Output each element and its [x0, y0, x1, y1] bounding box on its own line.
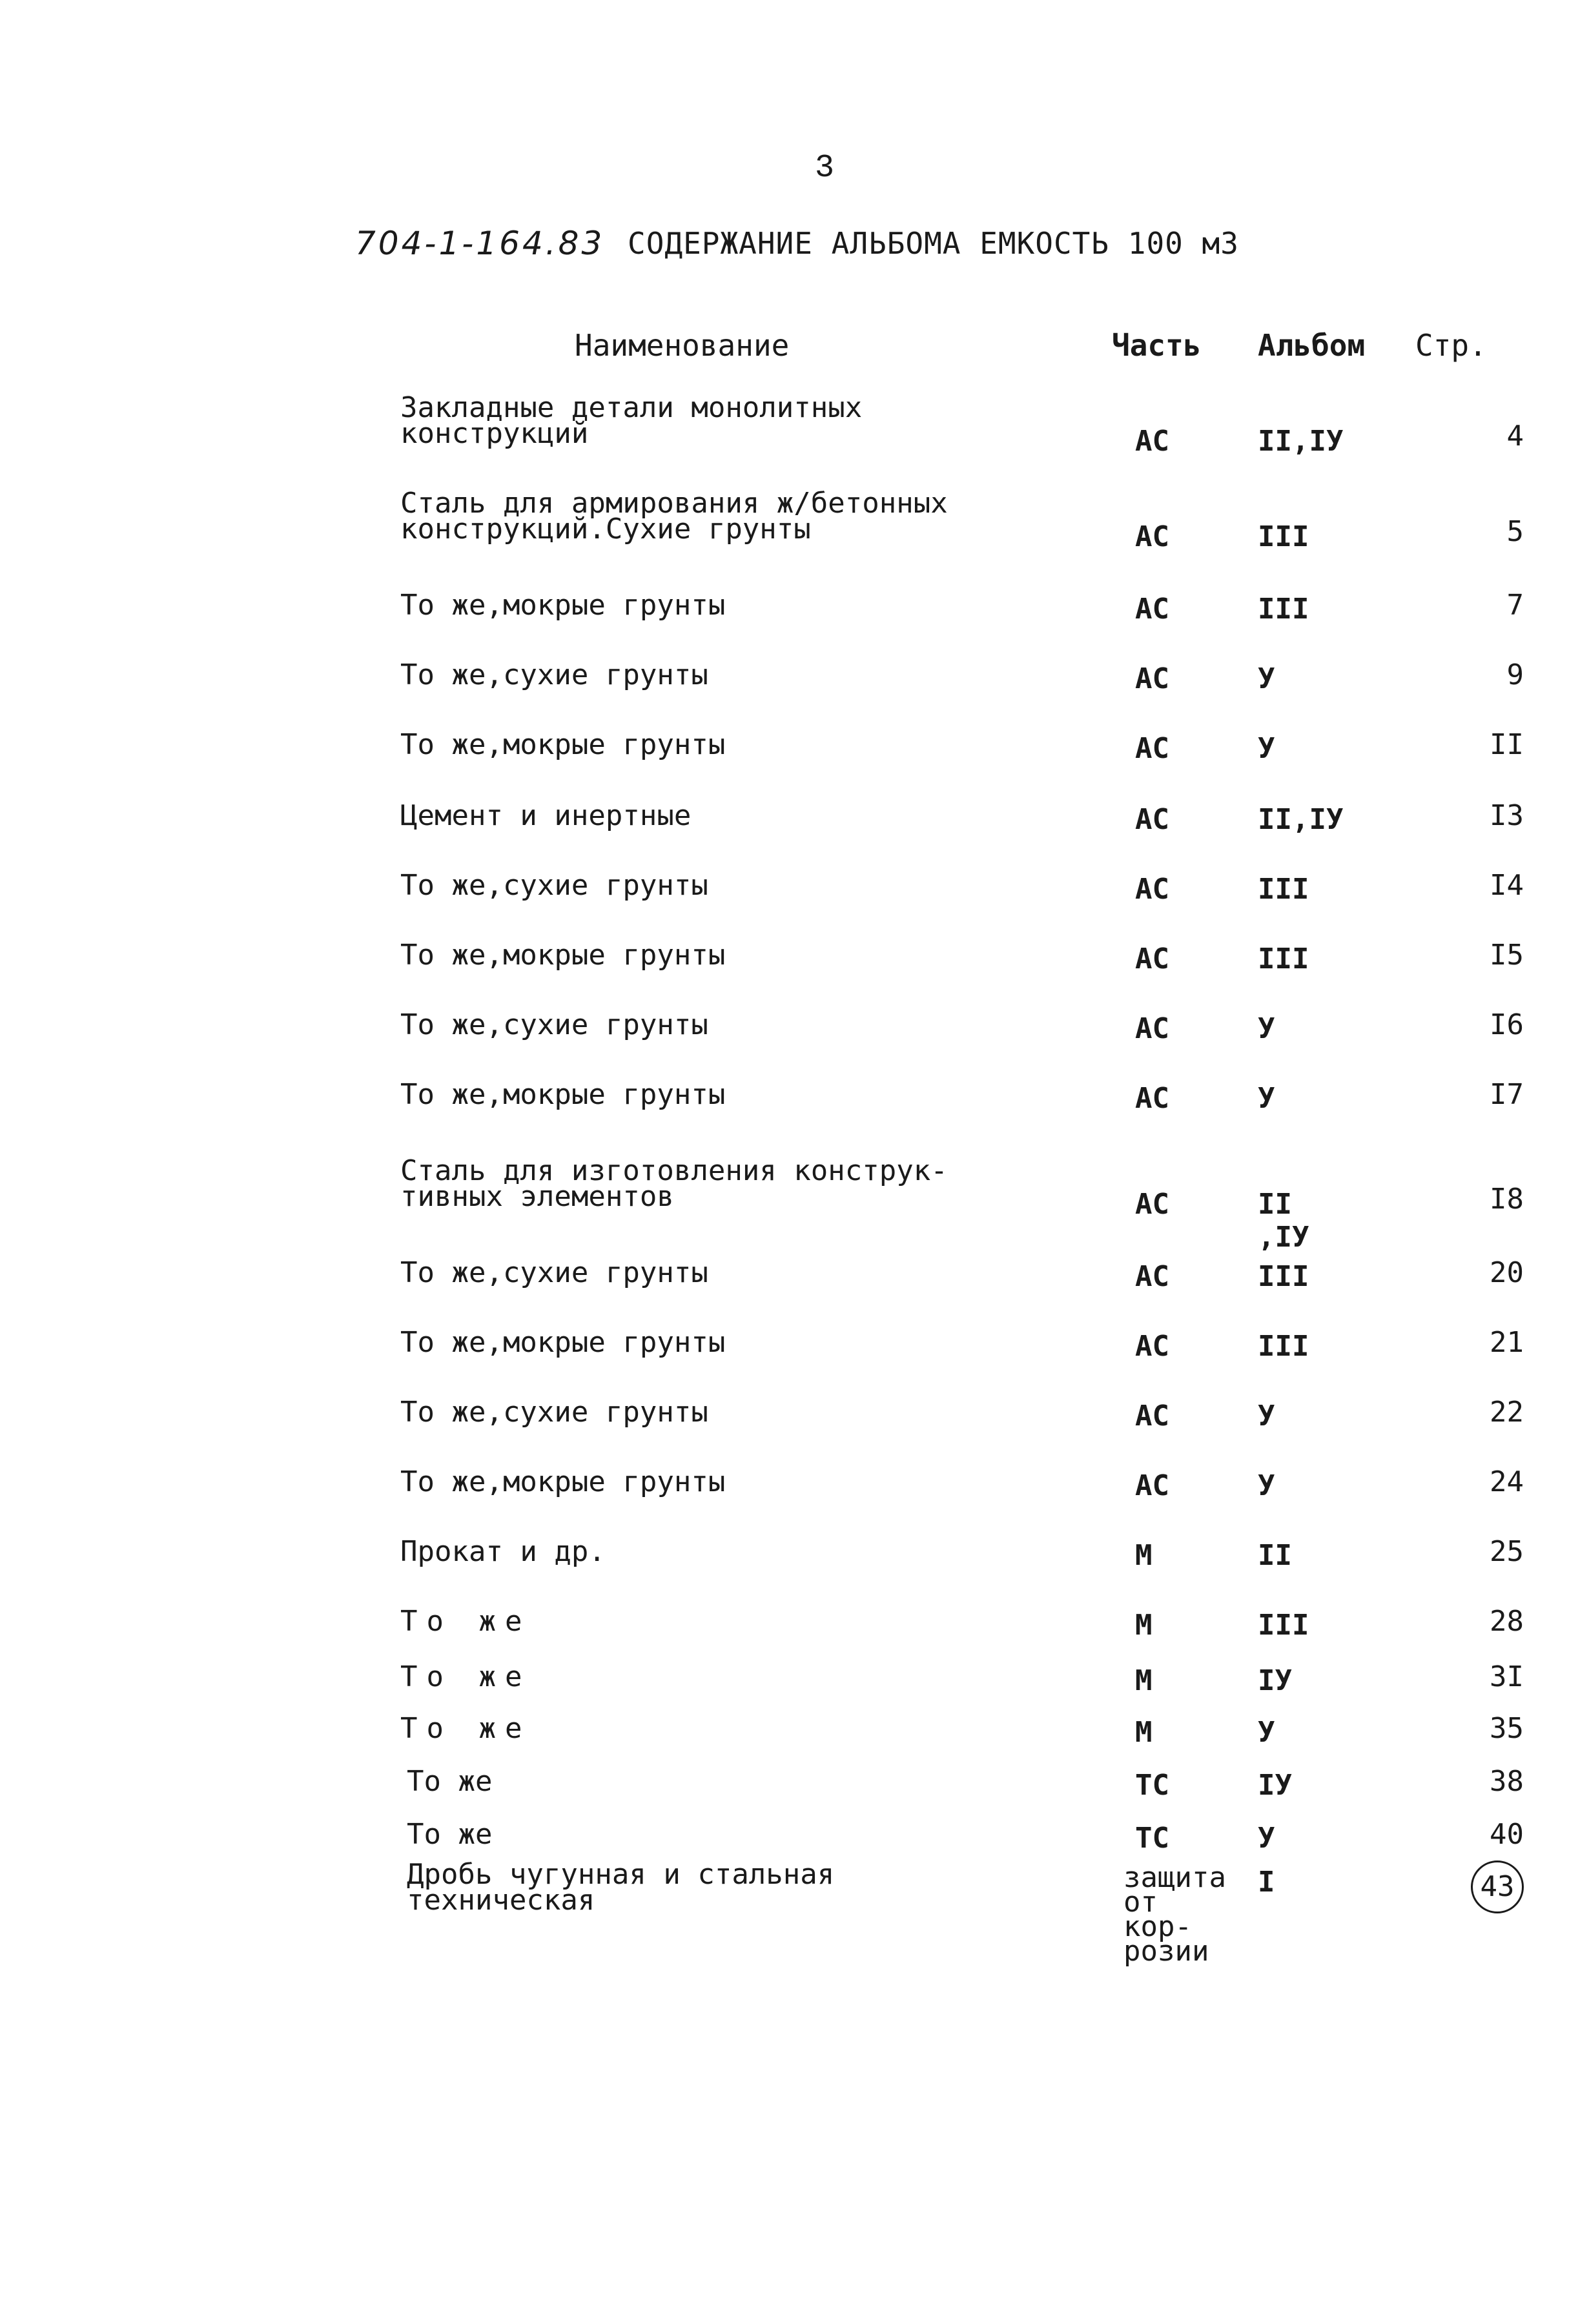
row-name: То же,сухие грунты: [400, 869, 708, 902]
row-name: То же,мокрые грунты: [400, 1326, 726, 1359]
row-name: То же: [400, 1660, 531, 1693]
row-name: То же,сухие грунты: [400, 1396, 708, 1429]
row-album: У: [1258, 732, 1275, 765]
column-header-album: Альбом: [1258, 328, 1366, 363]
row-name: То же,мокрые грунты: [400, 1078, 726, 1111]
row-page: I8: [1490, 1183, 1524, 1216]
row-name: Дробь чугунная и стальная техническая: [407, 1858, 835, 1917]
row-name: Сталь для изготовления конструк- тивных элементов: [400, 1154, 948, 1213]
row-part: АС: [1135, 593, 1169, 626]
row-album: III: [1258, 1330, 1309, 1363]
column-header-page: Стр.: [1415, 328, 1487, 363]
row-album: III: [1258, 1260, 1309, 1293]
row-album: I: [1258, 1866, 1275, 1899]
row-album: II ,IУ: [1258, 1188, 1309, 1254]
row-part: АС: [1135, 943, 1169, 975]
row-part: АС: [1135, 520, 1169, 553]
row-page: 25: [1490, 1535, 1524, 1568]
row-page: 40: [1490, 1818, 1524, 1851]
row-part: АС: [1135, 732, 1169, 765]
row-name: То же: [400, 1605, 531, 1638]
row-part: М: [1135, 1609, 1153, 1642]
row-page: 5: [1506, 515, 1524, 548]
column-header-name: Наименование: [575, 328, 790, 363]
document-title: СОДЕРЖАНИЕ АЛЬБОМА ЕМКОСТЬ 100 м3: [628, 226, 1239, 261]
row-page: I6: [1490, 1008, 1524, 1041]
row-album: II,IУ: [1258, 425, 1344, 458]
row-part: АС: [1135, 873, 1169, 906]
row-album: IУ: [1258, 1769, 1292, 1802]
row-name: Закладные детали монолитных конструкций: [400, 391, 863, 450]
row-album: III: [1258, 593, 1309, 626]
row-name: То же: [400, 1712, 531, 1745]
row-name: То же,сухие грунты: [400, 1256, 708, 1289]
row-page: I4: [1490, 869, 1524, 902]
row-page: 4: [1506, 420, 1524, 453]
column-header-part: Часть: [1112, 328, 1202, 363]
row-page: 9: [1506, 658, 1524, 691]
row-album: II,IУ: [1258, 803, 1344, 836]
row-part: АС: [1135, 662, 1169, 695]
row-name: То же,мокрые грунты: [400, 589, 726, 622]
row-name: Сталь для армирования ж/бетонных конструкций.Сухие грунты: [400, 487, 948, 545]
row-part: М: [1135, 1539, 1153, 1572]
row-name: То же,сухие грунты: [400, 1008, 708, 1041]
row-page: 22: [1490, 1396, 1524, 1429]
row-name: То же,мокрые грунты: [400, 1465, 726, 1498]
row-album: IУ: [1258, 1664, 1292, 1697]
row-part: АС: [1135, 1012, 1169, 1045]
row-name: То же: [407, 1765, 493, 1798]
row-page: 24: [1490, 1465, 1524, 1498]
row-name: То же,сухие грунты: [400, 658, 708, 691]
row-part: АС: [1135, 1400, 1169, 1432]
row-album: II: [1258, 1539, 1292, 1572]
row-part: ТС: [1135, 1822, 1169, 1855]
row-album: У: [1258, 1400, 1275, 1432]
row-part: АС: [1135, 425, 1169, 458]
row-part: АС: [1135, 1469, 1169, 1502]
row-page: 38: [1490, 1765, 1524, 1798]
row-page: 35: [1490, 1712, 1524, 1745]
document-code: 704-1-164.83: [355, 225, 605, 262]
row-name: Прокат и др.: [400, 1535, 606, 1568]
row-page: I3: [1490, 799, 1524, 832]
row-album: У: [1258, 1012, 1275, 1045]
row-part: АС: [1135, 1188, 1169, 1221]
row-album: У: [1258, 1082, 1275, 1115]
row-name: То же,мокрые грунты: [400, 939, 726, 972]
row-part: М: [1135, 1716, 1153, 1749]
row-page: 20: [1490, 1256, 1524, 1289]
row-album: У: [1258, 662, 1275, 695]
circled-page-number: 43: [1471, 1860, 1524, 1913]
row-page: 28: [1490, 1605, 1524, 1638]
row-album: У: [1258, 1716, 1275, 1749]
row-part: АС: [1135, 1082, 1169, 1115]
row-part: АС: [1135, 803, 1169, 836]
row-album: III: [1258, 520, 1309, 553]
row-page: 3I: [1490, 1660, 1524, 1693]
row-album: У: [1258, 1469, 1275, 1502]
row-part: ТС: [1135, 1769, 1169, 1802]
row-part: АС: [1135, 1260, 1169, 1293]
row-page: 7: [1506, 589, 1524, 622]
row-part: защита от кор- розии: [1123, 1861, 1226, 1968]
row-page: [1466, 1860, 1524, 1913]
row-part: АС: [1135, 1330, 1169, 1363]
page-number: 3: [815, 150, 835, 187]
row-name: То же,мокрые грунты: [400, 728, 726, 761]
row-album: III: [1258, 1609, 1309, 1642]
row-page: II: [1490, 728, 1524, 761]
row-page: I5: [1490, 939, 1524, 972]
row-album: У: [1258, 1822, 1275, 1855]
row-page: 21: [1490, 1326, 1524, 1359]
row-name: Цемент и инертные: [400, 799, 692, 832]
row-name: То же: [407, 1818, 493, 1851]
row-part: М: [1135, 1664, 1153, 1697]
row-page: I7: [1490, 1078, 1524, 1111]
row-album: III: [1258, 873, 1309, 906]
row-album: III: [1258, 943, 1309, 975]
